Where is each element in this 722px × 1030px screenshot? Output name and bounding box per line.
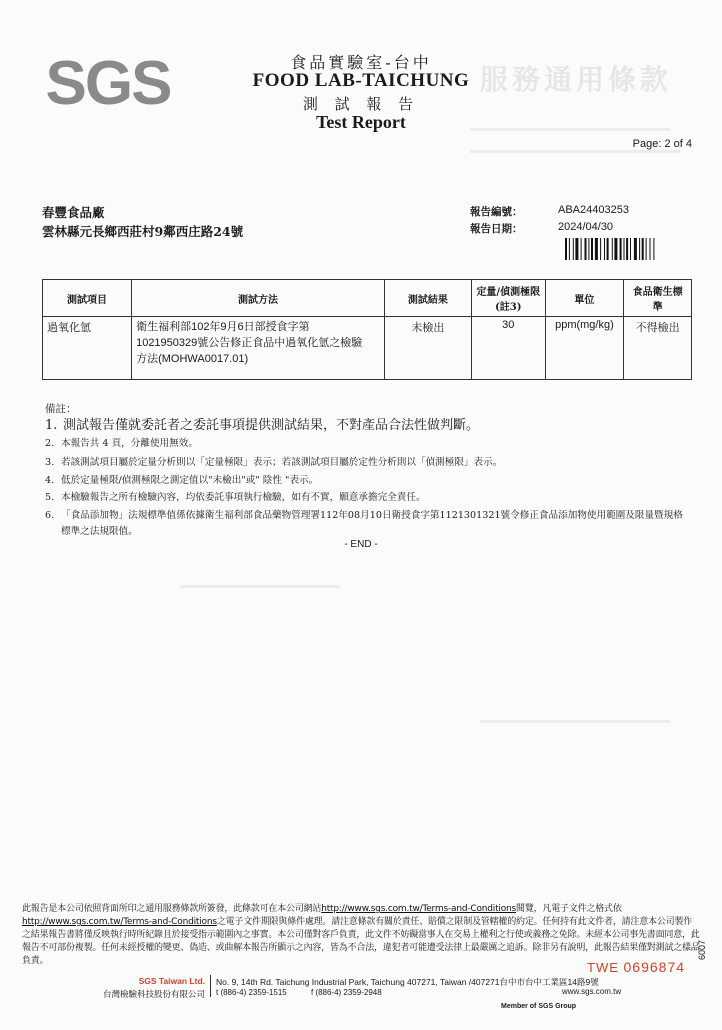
note-number: 3.: [45, 457, 55, 468]
barcode-bar: [634, 238, 637, 260]
terms-link[interactable]: http://www.sgs.com.tw/Terms-and-Conditions: [321, 904, 517, 914]
note-item: [45, 508, 685, 540]
barcode-bar: [604, 238, 605, 260]
footer-fax: f (886-4) 2359-2948: [310, 988, 382, 997]
note-item: [45, 455, 685, 471]
col-header-limit: 定量/偵測極限(註3): [471, 280, 545, 317]
col-header-unit: 單位: [545, 280, 624, 317]
side-code: 6007: [697, 939, 707, 960]
barcode-bar: [624, 238, 625, 260]
cell-standard: 不得檢出: [624, 317, 692, 380]
logo-text: SGS: [45, 49, 171, 114]
barcode-bar: [612, 238, 613, 260]
barcode-bar: [639, 238, 640, 260]
company-name-zh: 台灣檢驗科技股份有限公司: [102, 990, 205, 1000]
barcode-bar: [614, 238, 617, 260]
method-line: 1021950329號公告修正食品中過氧化氫之檢驗: [136, 337, 363, 349]
note-number: 6.: [45, 510, 55, 521]
barcode-bar: [591, 238, 593, 260]
note-item: [45, 490, 685, 506]
reverse-side-bleed: 服務通用條款: [479, 63, 672, 96]
note-item: [45, 436, 685, 452]
report-title-en: Test Report: [316, 112, 406, 132]
disclaimer-text: 此報告是本公司依照背面所印之通用服務條款所簽發，此條款可在本公司網站: [22, 904, 322, 914]
report-date-label: 報告日期：: [470, 223, 523, 235]
col-header-standard: 食品衛生標準: [624, 280, 692, 317]
note-number: 2.: [45, 438, 55, 449]
barcode-bar: [595, 238, 598, 260]
serial-prefix: TWE: [587, 960, 619, 975]
lab-title-zh: 食品實驗室-台中: [290, 53, 432, 72]
note-text: 低於定量極限/偵測極限之測定值以"未檢出"或" 陰性 "表示。: [61, 475, 319, 486]
barcode-bar: [646, 238, 647, 260]
bleed-line: [480, 720, 670, 723]
bleed-line: [470, 150, 680, 153]
barcode-bar: [607, 238, 609, 260]
col-header-item: 測試項目: [43, 280, 132, 317]
note-number: 4.: [45, 475, 55, 486]
client-address: 雲林縣元長鄉西莊村9鄰西庄路24號: [42, 224, 244, 239]
barcode-bar: [600, 238, 601, 260]
barcode-bar: [585, 238, 587, 260]
note-text: 本檢驗報告之所有檢驗內容，均依委託事項執行檢驗，如有不實，願意承擔完全責任。: [61, 492, 426, 503]
barcode-bar: [569, 238, 570, 260]
serial-number: [587, 959, 685, 975]
report-number: ABA24403253: [558, 204, 629, 216]
method-line: 衛生福利部102年9月6日部授食字第: [136, 321, 310, 333]
barcode: [565, 238, 689, 260]
cell-method: [132, 317, 385, 380]
cell-result: 未檢出: [384, 317, 471, 380]
terms-link[interactable]: http://www.sgs.com.tw/Terms-and-Conditions: [22, 917, 217, 927]
barcode-bar: [565, 238, 567, 260]
method-line: 方法(MOHWA0017.01): [136, 353, 249, 365]
footer-member: Member of SGS Group: [501, 1003, 577, 1010]
note-text: 測試報告僅就委託者之委託事項提供測試結果，不對產品合法性做判斷。: [63, 418, 480, 433]
cell-limit: 30: [471, 317, 545, 380]
note-text: 本報告共 4 頁，分離使用無效。: [61, 438, 198, 449]
end-marker: - END -: [344, 539, 378, 550]
page-number: Page: 2 of 4: [632, 138, 692, 150]
barcode-bar: [588, 238, 589, 260]
bleed-line: [180, 585, 340, 588]
footer-website: www.sgs.com.tw: [562, 987, 622, 996]
note-text: 若該測試項目屬於定量分析則以「定量極限」表示；若該測試項目屬於定性分析則以「偵測極限」表示。: [61, 457, 503, 468]
cell-item: 過氧化氫: [43, 317, 132, 380]
barcode-bar: [575, 238, 578, 260]
notes-title: 備註：: [45, 403, 77, 415]
results-table: [42, 279, 692, 380]
table-row: [43, 317, 692, 380]
disclaimer-text: 閱覽，凡電子文件之格式依: [516, 904, 622, 914]
barcode-bar: [581, 238, 582, 260]
note-text: 「食品添加物」法規標準值係依據衛生福利部食品藥物管理署112年08月10日衛授食字第1121301321號令修正食品添加物使用範圍及限量暨規格標準之法規限值。: [61, 510, 683, 537]
footer-tel: t (886-4) 2359-1515: [216, 988, 287, 997]
cell-unit: ppm(mg/kg): [545, 317, 624, 380]
barcode-bar: [630, 238, 631, 260]
report-date: 2024/04/30: [558, 221, 614, 233]
note-number: 1.: [45, 418, 58, 433]
footer-company: [90, 976, 205, 1000]
footer-divider: [210, 975, 211, 997]
lab-title-en: FOOD LAB-TAICHUNG: [252, 70, 470, 91]
footer-contact: [216, 988, 404, 997]
note-number: 5.: [45, 492, 55, 503]
company-name-en: SGS Taiwan Ltd.: [138, 976, 205, 986]
barcode-bar: [626, 238, 628, 260]
barcode-bar: [642, 238, 644, 260]
barcode-bar: [650, 238, 651, 260]
serial-digits: 0696874: [623, 959, 686, 975]
footer-address: No. 9, 14th Rd. Taichung Industrial Park, Taichung 407271, Taiwan /407271台中市台中工業區14路9號: [216, 977, 599, 987]
client-name: 春豐食品廠: [42, 205, 105, 220]
barcode-bar: [573, 238, 574, 260]
report-number-label: 報告編號：: [470, 206, 523, 218]
report-title-zh: 測 試 報 告: [302, 95, 420, 113]
barcode-bar: [653, 238, 654, 260]
col-header-result: 測試結果: [384, 280, 471, 317]
barcode-bar: [620, 238, 622, 260]
table-header-row: [43, 280, 692, 317]
note-item: [45, 418, 685, 434]
note-item: [45, 473, 685, 489]
disclaimer-text: 之電子文件期限與條件處理。請注意條款有關於責任、賠償之限制及管轄權的約定。任何持有此文件者，請注意本公司製作之結果報告書將僅反映執行時所紀錄且於接受指示範圍內之事實。本公司僅對客戶負責，此文件不妨礙當事人在交易上權利之行使或義務之免除。未經本公司事先書面同意，此報告不可部份複製。任何未經授權的變更、偽造、或曲解本報告所顯示之內容，皆為不合法，違犯者可能遭受法律上最嚴厲之追訴。除非另有說明，此報告結果僅對測試之樣品負責。: [22, 917, 700, 966]
col-header-method: 測試方法: [132, 280, 385, 317]
